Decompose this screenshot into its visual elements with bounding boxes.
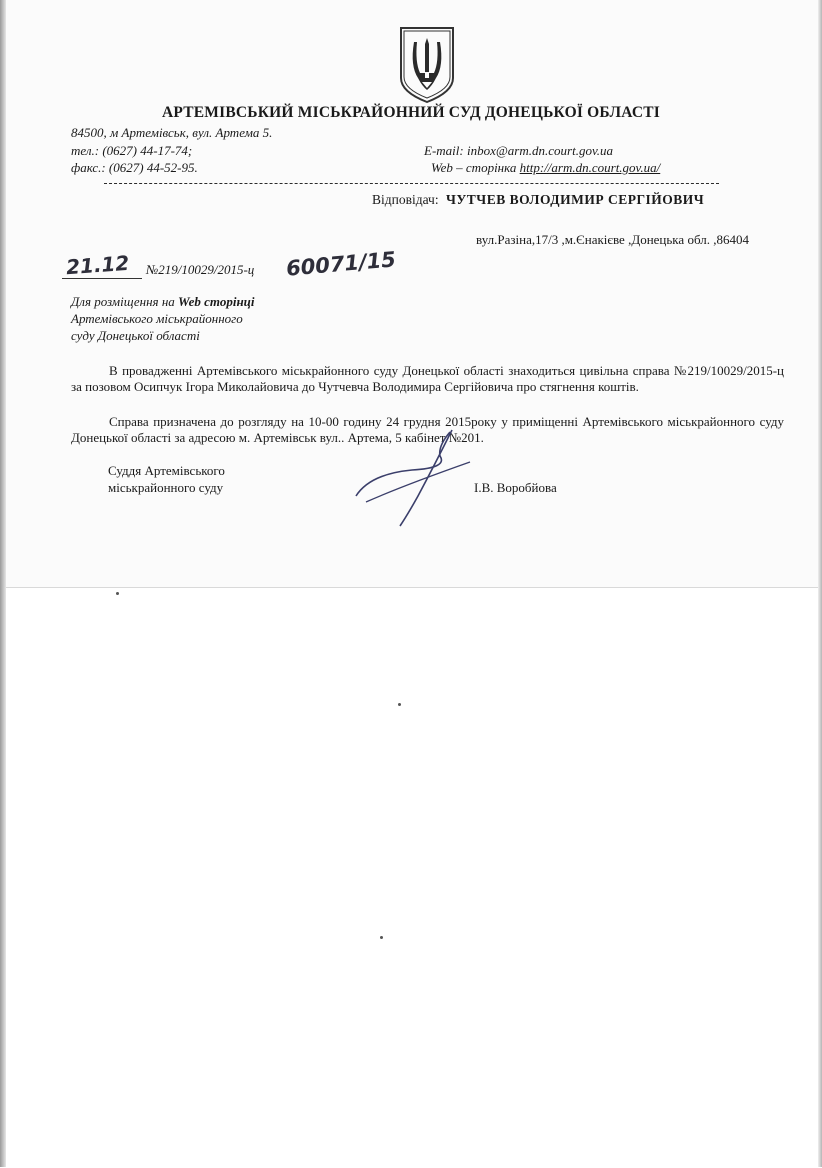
body-paragraph-1-text: В провадженні Артемівського міськрайонного суду Донецької області знаходиться цивільна справа №219/10029/2015-ц за позовом Осипчук Ігора Миколайовича до Чутчевча Володимира Сергійовича про стягнення коштів. bbox=[71, 363, 784, 394]
court-fax: факс.: (0627) 44-52-95. bbox=[71, 160, 198, 175]
header-divider bbox=[104, 183, 719, 184]
respondent-label: Відповідач: bbox=[372, 192, 439, 207]
court-address: 84500, м Артемівськ, вул. Артема 5. bbox=[71, 125, 273, 140]
scan-speck bbox=[116, 592, 119, 595]
website-link[interactable]: http://arm.dn.court.gov.ua/ bbox=[519, 160, 661, 175]
web-note-prefix: Для розміщення на bbox=[71, 294, 175, 309]
web-note-line3: суду Донецької області bbox=[71, 328, 200, 343]
judge-title-line1: Суддя Артемівського bbox=[108, 463, 225, 478]
respondent-name: ЧУТЧЕВ ВОЛОДИМИР СЕРГІЙОВИЧ bbox=[445, 192, 705, 207]
body-paragraph-2-text: Справа призначена до розгляду на 10-00 годину 24 грудня 2015року у приміщенні Артемівського міськрайонного суду Донецької області за адресою м. Артемівськ вул.. Артема, 5 кабінет №201. bbox=[71, 414, 784, 445]
scan-edge-left bbox=[0, 0, 6, 1167]
judge-title-line2: міськрайонного суду bbox=[108, 480, 224, 495]
case-number: №219/10029/2015-ц bbox=[146, 262, 255, 277]
respondent-address: вул.Разіна,17/3 ,м.Єнакієве ,Донецька обл. ,86404 bbox=[476, 232, 749, 247]
court-name: АРТЕМІВСЬКИЙ МІСЬКРАЙОННИЙ СУД ДОНЕЦЬКОЇ ОБЛАСТІ bbox=[161, 104, 661, 121]
scan-speck bbox=[380, 936, 383, 939]
handwritten-date: 21.12 bbox=[65, 250, 131, 280]
handwritten-number: 60071/15 bbox=[285, 247, 397, 281]
web-note-line2: Артемівського міськрайонного bbox=[71, 311, 243, 326]
scan-edge-right bbox=[818, 0, 822, 1167]
scan-speck bbox=[398, 703, 401, 706]
signature-icon bbox=[352, 426, 502, 530]
respondent bbox=[372, 192, 704, 208]
body-paragraph-1 bbox=[71, 363, 784, 394]
court-website bbox=[431, 160, 660, 176]
court-phone: тел.: (0627) 44-17-74; bbox=[71, 143, 193, 158]
web-note-line1 bbox=[71, 294, 255, 310]
coat-of-arms-icon bbox=[398, 26, 456, 104]
court-email: E-mail: inbox@arm.dn.court.gov.ua bbox=[424, 143, 613, 158]
website-label: Web – сторінка bbox=[431, 160, 517, 175]
judge-name: І.В. Воробйова bbox=[474, 480, 557, 495]
web-note-bold: Web сторінці bbox=[178, 294, 255, 309]
date-underline bbox=[62, 278, 142, 279]
blank-sheet bbox=[0, 587, 822, 1168]
